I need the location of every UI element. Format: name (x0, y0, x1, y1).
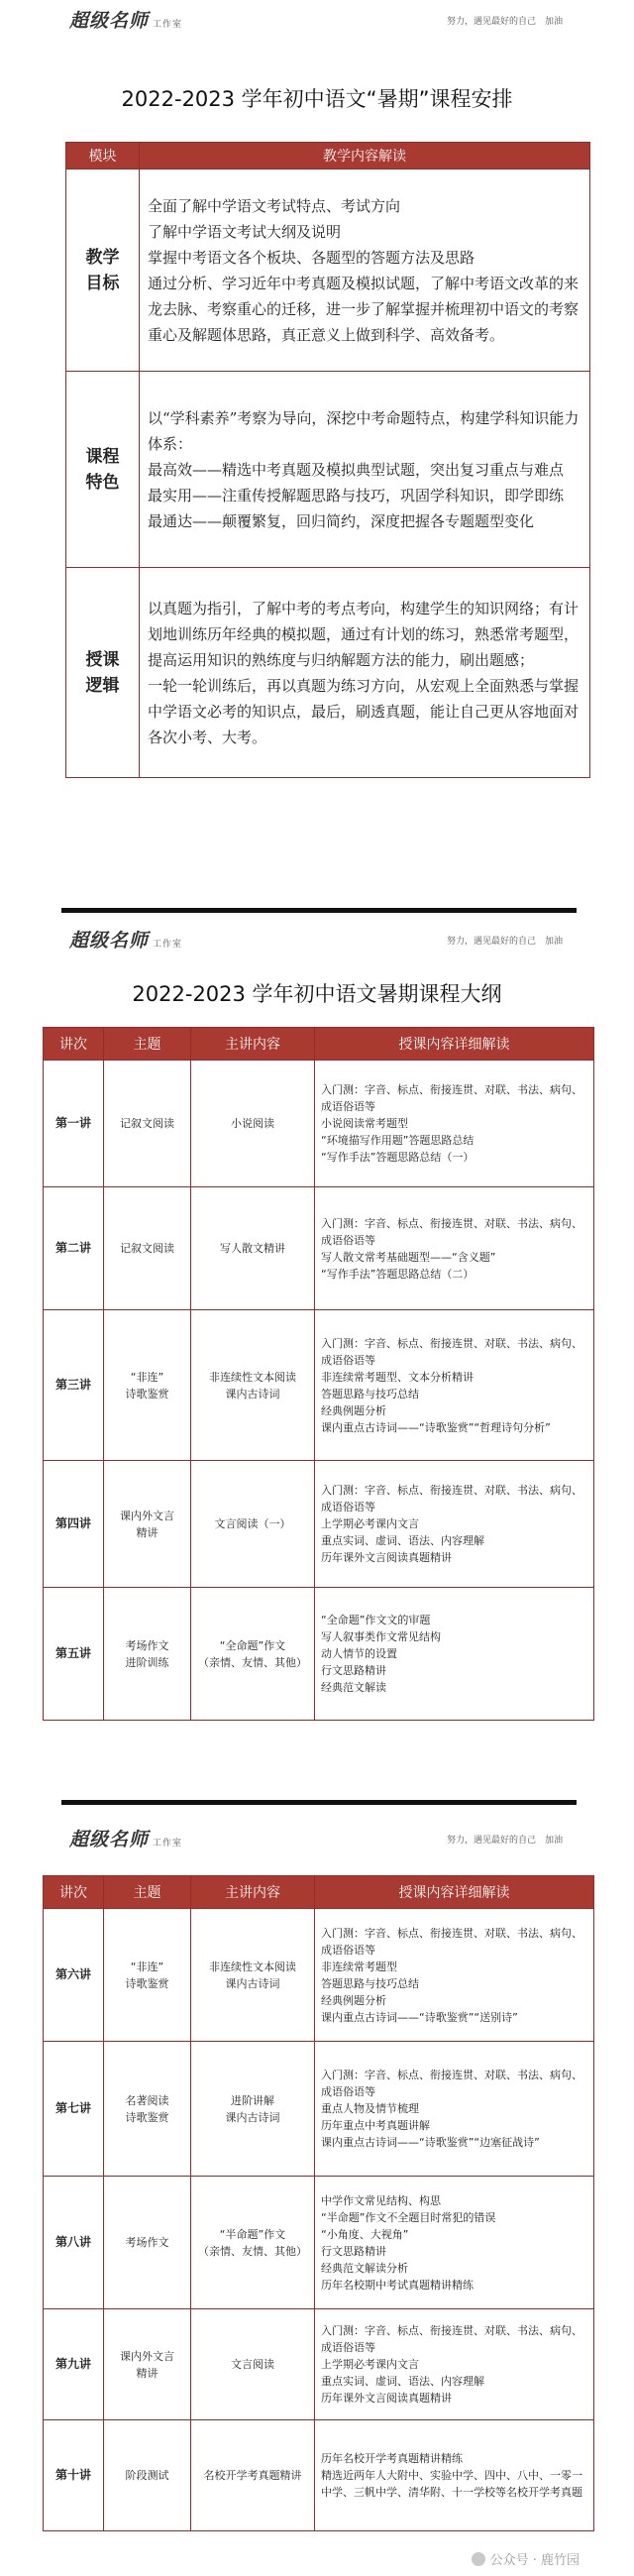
session-topic: 课内外文言 精讲 (104, 1461, 191, 1588)
session-topic: 阶段测试 (104, 2420, 191, 2531)
session-main: 写人散文精讲 (191, 1187, 315, 1310)
outline-row (44, 1310, 594, 1461)
module-content: 以真题为指引，了解中考的考点考向，构建学生的知识网络；有计划地训练历年经典的模拟题，通过有计划的练习，熟悉常考题型，提高运用知识的熟练度与归纳解题方法的能力，刷出题感； 一轮一轮训练后，再以真题为练习方向，从宏观上全面熟悉与掌握中学语文必考的知识点，最后，刷透真题，能让自己更从容地面对各次小考、大考。 (140, 568, 590, 778)
session-main: 进阶讲解 课内古诗词 (191, 2042, 315, 2177)
brand-header (0, 920, 634, 953)
wechat-icon (472, 2552, 485, 2566)
schedule-table (65, 142, 590, 778)
session-number: 第一讲 (44, 1061, 104, 1187)
header-detail: 授课内容详细解读 (315, 1876, 594, 1909)
header-session: 讲次 (44, 1028, 104, 1061)
session-detail: 入门测：字音、标点、衔接连贯、对联、书法、病句、成语俗语等 小说阅读常考题型 “环境描写作用题”答题思路总结 “写作手法”答题思路总结（一） (315, 1061, 594, 1187)
brand-logo: 超级名师 工作室 (69, 10, 183, 32)
outline-row (44, 2177, 594, 2309)
session-main: 文言阅读 (191, 2309, 315, 2420)
session-topic: 考场作文 (104, 2177, 191, 2309)
brand-header (0, 1819, 634, 1852)
session-detail: 入门测：字音、标点、衔接连贯、对联、书法、病句、成语俗语等 上学期必考课内文言 重点实词、虚词、语法、内容理解 历年课外文言阅读真题精讲 (315, 1461, 594, 1588)
session-number: 第三讲 (44, 1310, 104, 1461)
outline-row (44, 1187, 594, 1310)
header-module: 模块 (66, 143, 140, 169)
session-number: 第四讲 (44, 1461, 104, 1588)
brand-slogan: 努力，遇见最好的自己 加油 (446, 1836, 563, 1846)
session-detail: 中学作文常见结构、构思 “半命题”作文不全题目时常犯的错误 “小角度、大视角” 行文思路精讲 经典范文解读分析 历年名校期中考试真题精讲精练 (315, 2177, 594, 2309)
outline-row (44, 1461, 594, 1588)
outline-row (44, 1909, 594, 2042)
session-number: 第七讲 (44, 2042, 104, 2177)
header-topic: 主题 (104, 1028, 191, 1061)
module-name: 教学 目标 (66, 169, 140, 372)
header-topic: 主题 (104, 1876, 191, 1909)
session-number: 第二讲 (44, 1187, 104, 1310)
session-detail: “全命题”作文文的审题 写人叙事类作文常见结构 动人情节的设置 行文思路精讲 经典范文解读 (315, 1588, 594, 1721)
session-detail: 历年名校开学考真题精讲精练 精选近两年人大附中、实验中学、四中、八中、一零一中学、三帆中学、清华附、十一学校等名校开学考真题 (315, 2420, 594, 2531)
schedule-row (66, 169, 590, 372)
header-session: 讲次 (44, 1876, 104, 1909)
schedule-row (66, 568, 590, 778)
watermark: 公众号 · 鹿竹园 (472, 2549, 580, 2568)
header-detail: 授课内容详细解读 (315, 1028, 594, 1061)
session-topic: 考场作文 进阶训练 (104, 1588, 191, 1721)
brand-slogan: 努力，遇见最好的自己 加油 (446, 937, 563, 947)
session-topic: 课内外文言 精讲 (104, 2309, 191, 2420)
session-detail: 入门测：字音、标点、衔接连贯、对联、书法、病句、成语俗语等 重点人物及情节梳理 历年重点中考真题讲解 课内重点古诗词——“诗歌鉴赏”“边塞征战诗” (315, 2042, 594, 2177)
session-detail: 入门测：字音、标点、衔接连贯、对联、书法、病句、成语俗语等 非连续常考题型、文本分析精讲 答题思路与技巧总结 经典例题分析 课内重点古诗词——“诗歌鉴赏”“哲理诗句分析” (315, 1310, 594, 1461)
outline-row (44, 2042, 594, 2177)
session-number: 第八讲 (44, 2177, 104, 2309)
outline-row (44, 2420, 594, 2531)
session-number: 第十讲 (44, 2420, 104, 2531)
session-detail: 入门测：字音、标点、衔接连贯、对联、书法、病句、成语俗语等 写人散文常考基础题型——“含义题” “写作手法”答题思路总结（二） (315, 1187, 594, 1310)
brand-logo: 超级名师 工作室 (69, 930, 183, 952)
outline-table (43, 1027, 594, 1721)
session-topic: 记叙文阅读 (104, 1187, 191, 1310)
section-divider (61, 1800, 577, 1805)
session-main: 非连续性文本阅读 课内古诗词 (191, 1310, 315, 1461)
header-content: 教学内容解读 (140, 143, 590, 169)
brand-slogan: 努力，遇见最好的自己 加油 (446, 17, 563, 27)
outline-table (43, 1875, 594, 2531)
schedule-title: 2022-2023 学年初中语文“暑期”课程安排 (121, 87, 513, 111)
outline-row (44, 1061, 594, 1187)
module-name: 课程 特色 (66, 372, 140, 568)
outline-header-row (44, 1876, 594, 1909)
session-number: 第五讲 (44, 1588, 104, 1721)
outline-row (44, 1588, 594, 1721)
session-main: 小说阅读 (191, 1061, 315, 1187)
session-topic: 名著阅读 诗歌鉴赏 (104, 2042, 191, 2177)
brand-header (0, 0, 634, 34)
schedule-row (66, 372, 590, 568)
outline-header-row (44, 1028, 594, 1061)
section-divider (61, 908, 577, 913)
header-main: 主讲内容 (191, 1876, 315, 1909)
session-topic: 记叙文阅读 (104, 1061, 191, 1187)
session-main: 名校开学考真题精讲 (191, 2420, 315, 2531)
session-topic: “非连” 诗歌鉴赏 (104, 1310, 191, 1461)
outline-row (44, 2309, 594, 2420)
session-number: 第六讲 (44, 1909, 104, 2042)
session-main: 文言阅读（一） (191, 1461, 315, 1588)
header-main: 主讲内容 (191, 1028, 315, 1061)
session-detail: 入门测：字音、标点、衔接连贯、对联、书法、病句、成语俗语等 非连续常考题型 答题思路与技巧总结 经典例题分析 课内重点古诗词——“诗歌鉴赏”“送别诗” (315, 1909, 594, 2042)
footer (0, 2539, 634, 2576)
session-topic: “非连” 诗歌鉴赏 (104, 1909, 191, 2042)
brand-logo: 超级名师 工作室 (69, 1829, 183, 1850)
outline-title: 2022-2023 学年初中语文暑期课程大纲 (132, 982, 502, 1006)
session-main: “半命题”作文 （亲情、友情、其他） (191, 2177, 315, 2309)
module-content: 全面了解中学语文考试特点、考试方向 了解中学语文考试大纲及说明 掌握中考语文各个板块、各题型的答题方法及思路 通过分析、学习近年中考真题及模拟试题，了解中考语文改革的来龙去脉、考察重心的迁移，进一步了解掌握并梳理初中语文的考察重心及解题体思路，真正意义上做到科学、高效备考。 (140, 169, 590, 372)
session-detail: 入门测：字音、标点、衔接连贯、对联、书法、病句、成语俗语等 上学期必考课内文言 重点实词、虚词、语法、内容理解 历年课外文言阅读真题精讲 (315, 2309, 594, 2420)
session-main: 非连续性文本阅读 课内古诗词 (191, 1909, 315, 2042)
session-main: “全命题”作文 （亲情、友情、其他） (191, 1588, 315, 1721)
module-name: 授课 逻辑 (66, 568, 140, 778)
session-number: 第九讲 (44, 2309, 104, 2420)
schedule-header-row (66, 143, 590, 169)
module-content: 以“学科素养”考察为导向，深挖中考命题特点，构建学科知识能力体系： 最高效——精选中考真题及模拟典型试题，突出复习重点与难点 最实用——注重传授解题思路与技巧，巩固学科知识，即学即练 最通达——颠覆繁复，回归简约，深度把握各专题题型变化 (140, 372, 590, 568)
